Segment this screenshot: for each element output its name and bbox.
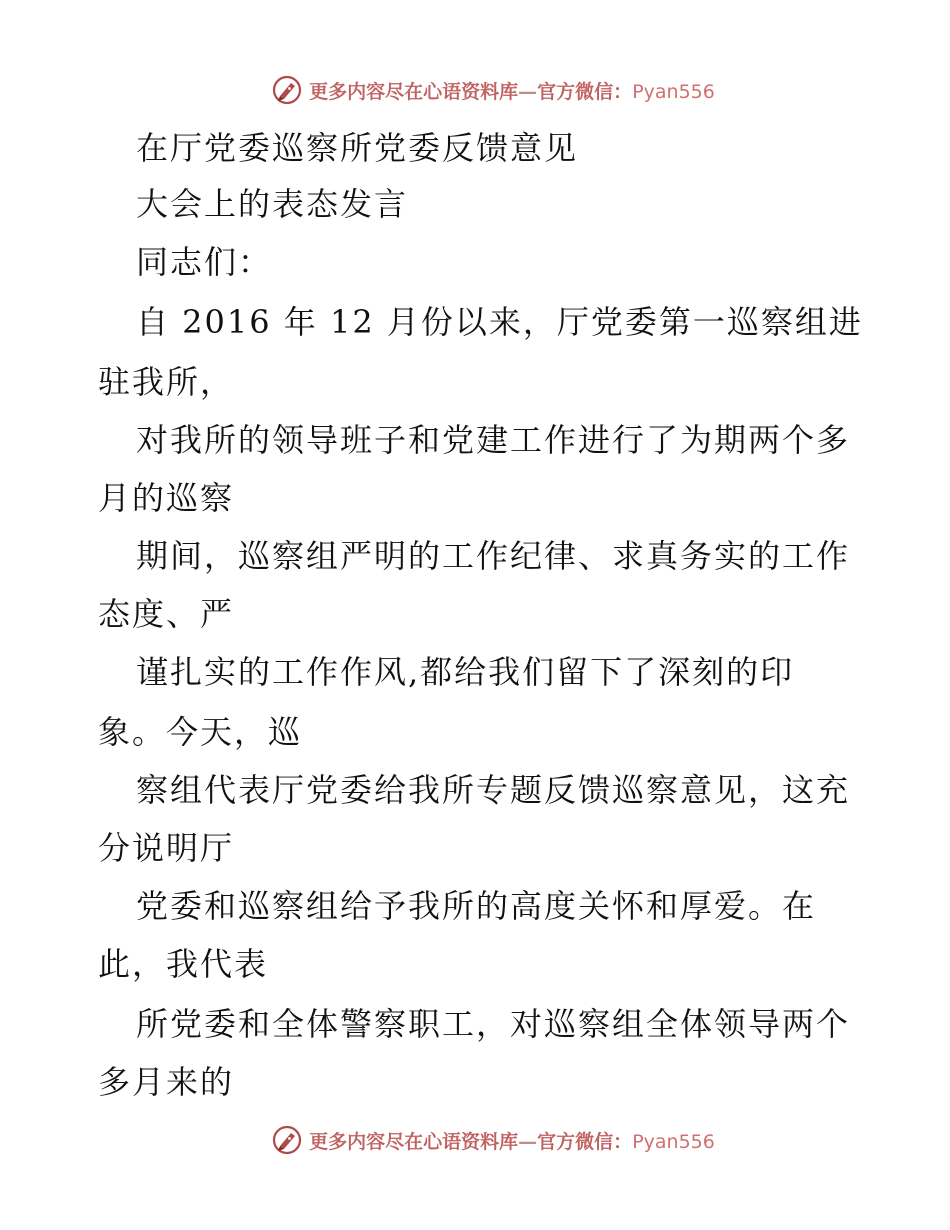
banner-main-text: 更多内容尽在心语资料库	[309, 80, 519, 103]
body-line: 象。今天，巡	[98, 713, 303, 751]
banner-separator: —	[518, 1130, 538, 1153]
body-line: 期间，巡察组严明的工作纪律、求真务实的工作	[136, 537, 851, 575]
body-line: 态度、严	[98, 595, 235, 633]
body-line: 党委和巡察组给予我所的高度关怀和厚爱。在	[136, 887, 817, 925]
body-line: 驻我所，	[98, 363, 235, 401]
body-line: 对我所的领导班子和党建工作进行了为期两个多	[136, 421, 851, 459]
footer-banner	[0, 1120, 950, 1160]
header-banner-content	[271, 74, 715, 106]
pen-nib-logo-icon	[271, 1124, 303, 1156]
body-line: 多月来的	[98, 1063, 235, 1101]
body-line: 此，我代表	[98, 945, 269, 983]
header-banner-text	[309, 77, 715, 104]
banner-wechat-id: Pyan556	[632, 80, 715, 103]
pen-nib-logo-icon	[271, 74, 303, 106]
body-line: 分说明厅	[98, 829, 235, 867]
footer-banner-text	[309, 1127, 715, 1154]
body-line: 月的巡察	[98, 479, 235, 517]
body-line-salutation: 同志们：	[136, 243, 273, 281]
body-line-title-1: 在厅党委巡察所党委反馈意见	[136, 129, 579, 167]
footer-banner-content	[271, 1124, 715, 1156]
body-line: 自 2016 年 12 月份以来，厅党委第一巡察组进	[136, 303, 863, 341]
banner-main-text: 更多内容尽在心语资料库	[309, 1130, 519, 1153]
body-line-title-2: 大会上的表态发言	[136, 185, 409, 223]
banner-wechat-label: 官方微信：	[537, 80, 633, 103]
body-line: 谨扎实的工作作风,都给我们留下了深刻的印	[136, 653, 795, 691]
banner-wechat-id: Pyan556	[632, 1130, 715, 1153]
body-line: 察组代表厅党委给我所专题反馈巡察意见，这充	[136, 771, 851, 809]
header-banner	[0, 70, 950, 110]
body-line: 所党委和全体警察职工，对巡察组全体领导两个	[136, 1005, 851, 1043]
banner-wechat-label: 官方微信：	[537, 1130, 633, 1153]
banner-separator: —	[518, 80, 538, 103]
